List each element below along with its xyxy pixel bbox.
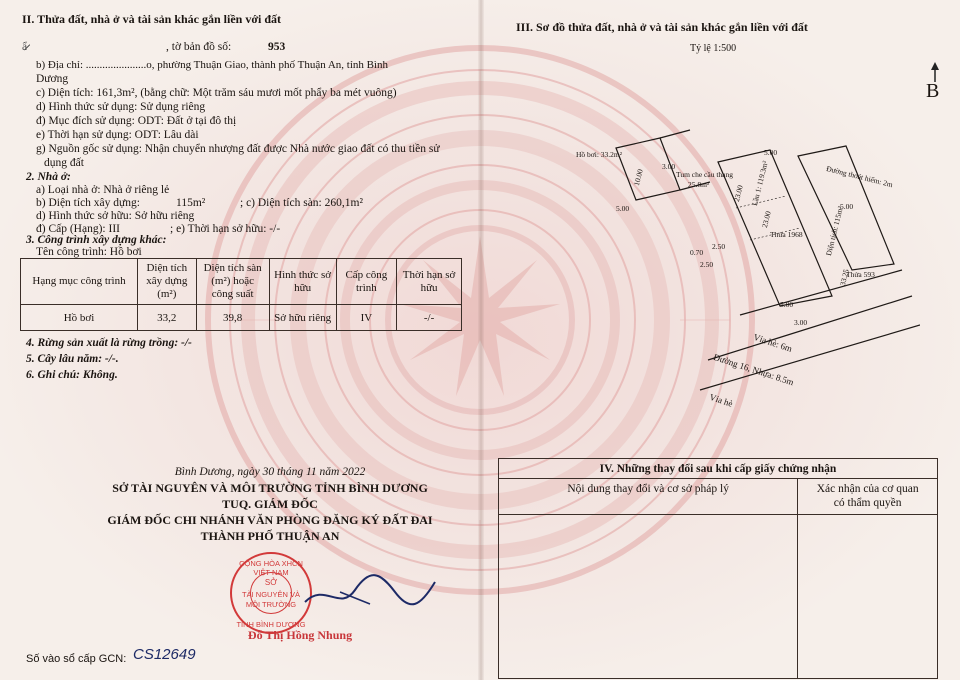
director-line1: GIÁM ĐỐC CHI NHÁNH VĂN PHÒNG ĐĂNG KÝ ĐẤT ĐAI [107,513,433,527]
map-sheet-label: , tờ bản đồ số: [166,41,232,53]
dimension-label: 0.70 [690,248,704,257]
land-area: c) Diện tích: 161,3m², (bằng chữ: Một trăm sáu mươi mốt phẩy ba mét vuông) [36,87,397,99]
works-col-build-area: Diện tích xây dựng (m²) [138,259,197,305]
build-area-value: 115m² [176,197,206,209]
registry-value: CS12649 [133,646,196,663]
address-line2: Dương [36,73,69,85]
origin-line1: g) Nguồn gốc sử dụng: Nhận chuyển nhượng đất được Nhà nước giao đất có thu tiền sử [36,143,440,155]
seal-top-text: CỘNG HÒA XHCN VIỆT NAM [239,559,303,577]
house-label: Lầu 1: 119.3m² [749,159,770,207]
dimension-label: 5.00 [616,204,630,213]
issuing-org: SỞ TÀI NGUYÊN VÀ MÔI TRƯỜNG TỈNH BÌNH DƯƠNG [112,481,428,495]
use-term: e) Thời hạn sử dụng: ODT: Lâu dài [36,129,199,141]
parcel-593-label: Thửa 593 [846,270,875,279]
pool-label: Hồ bơi: 33.2m² [576,150,623,159]
dimension-label: 10.00 [631,168,645,187]
north-letter: B [926,80,940,102]
dimension-label: 5.00 [764,148,778,157]
registry-label: Số vào sổ cấp GCN: [26,653,127,665]
house-title: 2. Nhà ở: [26,171,71,183]
works-table-header [21,259,462,305]
floor-area: ; c) Diện tích sàn: 260,1m² [240,197,363,209]
works-cell: IV [336,305,397,331]
forest-line: 4. Rừng sản xuất là rừng trồng: -/- [26,337,192,349]
changes-title: IV. Những thay đổi sau khi cấp giấy chứng nhận [499,459,938,479]
tuq-line: TUQ. GIÁM ĐỐC [222,497,318,511]
dimension-label: 3.00 [794,318,808,327]
section-title-land: II. Thửa đất, nhà ở và tài sản khác gắn liền với đất [22,12,282,26]
use-purpose: đ) Mục đích sử dụng: ODT: Đất ở tại đô thị [36,115,237,127]
redacted-land-line: ẩ̷̷̷̷̷̷̷̷̷̷̷̷̷̷̷̷̷̷̷̷ [22,41,28,53]
left-page [0,0,478,680]
lot-area-label: Diện tích: 115m² [823,205,845,257]
changes-content-cell [499,515,798,679]
dimension-label: 5.00 [780,300,794,309]
seal-bottom-text: TỈNH BÌNH DƯƠNG [236,620,306,629]
works-cell: 39,8 [196,305,269,331]
place-date: Bình Dương, ngày 30 tháng 11 năm 2022 [174,466,366,478]
dimension-label: 23.00 [731,184,745,203]
house-ownership: d) Hình thức sở hữu: Sở hữu riêng [36,210,195,222]
signature-scribble [300,562,440,622]
changes-col-confirmation-line2: có thẩm quyền [833,497,902,509]
road-label: Đường 16, Nhựa: 8.5m [712,351,796,388]
house-type: a) Loại nhà ở: Nhà ở riêng lẻ [36,184,170,196]
dimension-label: 2.50 [712,242,726,251]
director-line2: THÀNH PHỐ THUẬN AN [200,529,340,543]
sidewalk-label-2: Vỉa hè [708,391,734,409]
house-grade: đ) Cấp (Hạng): III [36,223,120,235]
dimension-label: 5.00 [840,202,854,211]
works-title: 3. Công trình xây dựng khác: [26,234,167,246]
changes-col-confirmation [798,479,938,515]
parcel-1968-label: Thửa 1968 [770,230,803,239]
escape-road-label: Đường thoát hiểm: 2m [825,163,894,190]
build-area-label: b) Diện tích xây dựng: [36,197,140,209]
works-col-ownership: Hình thức sở hữu [269,259,336,305]
dimension-label: 2.50 [700,260,714,269]
canopy-label: Tum che cầu thang [676,170,734,179]
works-col-term: Thời hạn sở hữu [397,259,462,305]
works-col-item: Hạng mục công trình [21,259,138,305]
scale-label: Tỷ lệ 1:500 [690,43,737,54]
works-name: Tên công trình: Hồ bơi [36,246,142,258]
changes-col-content: Nội dung thay đổi và cơ sở pháp lý [499,479,798,515]
changes-table [498,458,938,679]
works-table [20,258,462,331]
section-title-diagram: III. Sơ đồ thửa đất, nhà ở và tài sản khác gắn liền với đất [516,20,808,34]
table-row [21,305,462,331]
perennial-line: 5. Cây lâu năm: -/-. [26,353,119,365]
map-sheet-number: 953 [268,41,286,53]
use-form: d) Hình thức sử dụng: Sử dụng riêng [36,101,206,113]
works-cell: -/- [397,305,462,331]
address-line1: b) Địa chỉ: ......................o, phường Thuận Giao, thành phố Thuận An, tỉnh Bình [36,59,389,71]
works-cell: Hồ bơi [21,305,138,331]
note-line: 6. Ghi chú: Không. [26,369,118,381]
seal-mid2: TÀI NGUYÊN VÀ [242,590,300,599]
works-col-floor-area: Diện tích sàn (m²) hoặc công suất [196,259,269,305]
works-cell: Sở hữu riêng [269,305,336,331]
canopy-area: 25.8m² [688,180,710,189]
changes-col-confirmation-line1: Xác nhận của cơ quan [816,483,919,495]
changes-confirmation-cell [798,515,938,679]
origin-line2: dụng đất [44,157,84,169]
house-term: ; e) Thời hạn sở hữu: -/- [170,223,281,235]
signer-name: Đỗ Thị Hồng Nhung [247,628,353,642]
seal-mid3: MÔI TRƯỜNG [245,600,297,609]
sidewalk-label-1: Vỉa hè: 6m [752,331,794,354]
dimension-label: 23.00 [759,210,773,229]
works-cell: 33,2 [138,305,197,331]
works-col-grade: Cấp công trình [336,259,397,305]
dimension-label: 3.00 [662,162,676,171]
dimension-label: 33.25 [837,268,851,287]
seal-mid1: SỞ [264,578,278,587]
